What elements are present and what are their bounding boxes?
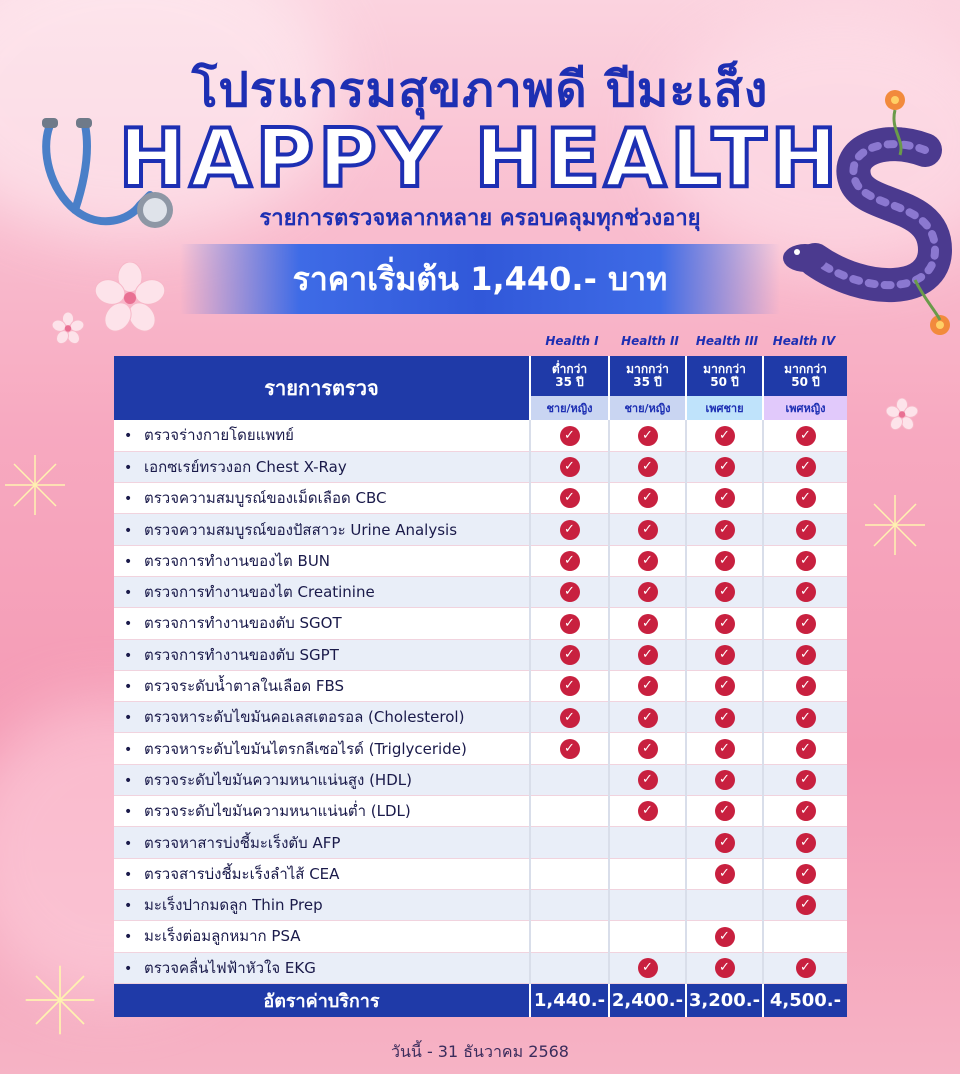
exam-item-label: มะเร็งต่อมลูกหมาก PSA [144,927,301,946]
exam-item-label: ตรวจสารบ่งชี้มะเร็งลำไส้ CEA [144,864,340,883]
check-cell [686,514,763,545]
check-icon: ✓ [638,958,658,978]
bullet-icon: • [124,428,133,445]
check-cell [609,451,686,482]
check-cell [686,827,763,858]
bullet-icon: • [124,960,133,977]
bullet-icon: • [124,647,133,664]
exam-item [114,670,530,701]
check-icon: ✓ [715,739,735,759]
check-cell [763,576,847,607]
exam-item-label: ตรวจระดับน้ำตาลในเลือด FBS [144,677,345,696]
check-cell [530,483,609,514]
package-name-1: Health I [545,334,599,348]
check-icon: ✓ [560,708,580,728]
table-row [114,670,847,701]
total-label: อัตราค่าบริการ [114,983,530,1017]
exam-item-label: ตรวจระดับไขมันความหนาแน่นต่ำ (LDL) [144,802,411,821]
cherry-blossom-icon [52,312,84,344]
check-icon: ✓ [560,488,580,508]
exam-item [114,451,530,482]
check-icon: ✓ [796,864,816,884]
check-cell [530,514,609,545]
check-cell [763,733,847,764]
check-cell [686,639,763,670]
check-cell [763,608,847,639]
check-icon: ✓ [638,520,658,540]
exam-item-label: ตรวจความสมบูรณ์ของปัสสาวะ Urine Analysis [144,520,458,539]
check-icon: ✓ [638,551,658,571]
exam-item-label: ตรวจร่างกายโดยแพทย์ [144,426,294,445]
check-cell [530,576,609,607]
exam-item [114,952,530,983]
price-banner [180,244,780,314]
package-name-3: Health III [695,334,759,348]
table-row [114,608,847,639]
title-english: HAPPY HEALTH [118,112,842,205]
table-row [114,451,847,482]
check-cell [686,670,763,701]
check-cell [530,889,609,920]
bullet-icon: • [124,866,133,883]
check-icon: ✓ [796,582,816,602]
check-icon: ✓ [715,864,735,884]
check-cell [686,764,763,795]
bullet-icon: • [124,898,133,915]
exam-item-label: ตรวจระดับไขมันความหนาแน่นสูง (HDL) [144,770,412,789]
exam-item-label: ตรวจความสมบูรณ์ของเม็ดเลือด CBC [144,489,387,508]
check-cell [763,702,847,733]
sparkle-icon [0,450,70,520]
check-cell [763,483,847,514]
exam-item [114,545,530,576]
check-cell [530,420,609,451]
check-icon: ✓ [796,614,816,634]
exam-item [114,733,530,764]
subtitle: รายการตรวจหลากหลาย ครอบคลุมทุกช่วงอายุ [259,206,701,231]
exam-item [114,420,530,451]
price-4: 4,500.- [763,983,847,1017]
check-icon: ✓ [796,645,816,665]
check-icon: ✓ [638,739,658,759]
check-cell [609,796,686,827]
check-cell [763,514,847,545]
check-icon: ✓ [715,426,735,446]
check-cell [530,827,609,858]
bullet-icon: • [124,772,133,789]
check-cell [686,608,763,639]
check-cell [686,483,763,514]
bullet-icon: • [124,741,133,758]
sex-label-3: เพศชาย [686,396,763,420]
exam-item-label: มะเร็งปากมดลูก Thin Prep [144,896,323,915]
check-icon: ✓ [715,614,735,634]
check-cell [530,858,609,889]
sex-label-2: ชาย/หญิง [609,396,686,420]
check-cell [763,764,847,795]
check-icon: ✓ [560,426,580,446]
check-cell [763,545,847,576]
check-cell [609,702,686,733]
check-cell [609,639,686,670]
exam-item [114,483,530,514]
check-cell [686,858,763,889]
cherry-blossom-icon [886,398,918,430]
package-name-4: Health IV [772,334,836,348]
exam-item-label: ตรวจหาระดับไขมันคอเลสเตอรอล (Cholesterol) [144,708,465,727]
check-cell [609,733,686,764]
check-icon: ✓ [715,645,735,665]
table-row [114,858,847,889]
check-icon: ✓ [638,645,658,665]
check-cell [530,545,609,576]
table-header-label: รายการตรวจ [114,356,530,420]
check-cell [763,952,847,983]
check-icon: ✓ [560,614,580,634]
check-cell [530,639,609,670]
check-cell [530,608,609,639]
check-cell [609,483,686,514]
exam-item [114,764,530,795]
check-cell [763,921,847,952]
check-cell [530,670,609,701]
check-cell [609,889,686,920]
check-icon: ✓ [715,958,735,978]
check-cell [763,796,847,827]
bullet-icon: • [124,929,133,946]
check-icon: ✓ [796,895,816,915]
check-cell [763,889,847,920]
exam-item [114,921,530,952]
age-range-4: มากกว่า 50 ปี [763,356,847,396]
exam-item-label: ตรวจหาสารบ่งชี้มะเร็งตับ AFP [144,833,341,852]
check-cell [609,921,686,952]
exam-item [114,827,530,858]
bullet-icon: • [124,835,133,852]
check-icon: ✓ [715,770,735,790]
check-icon: ✓ [638,708,658,728]
check-icon: ✓ [796,739,816,759]
bullet-icon: • [124,459,133,476]
bullet-icon: • [124,710,133,727]
checkup-table [114,356,847,1017]
check-cell [609,670,686,701]
check-cell [530,702,609,733]
exam-item-label: ตรวจการทำงานของไต BUN [144,551,331,570]
table-row [114,576,847,607]
check-cell [763,639,847,670]
package-name-2: Health II [621,334,679,348]
table-row [114,796,847,827]
exam-item-label: ตรวจการทำงานของตับ SGOT [144,614,342,633]
table-row [114,420,847,451]
bullet-icon: • [124,553,133,570]
table-row [114,764,847,795]
check-cell [530,921,609,952]
check-icon: ✓ [560,676,580,696]
check-icon: ✓ [560,645,580,665]
check-cell [763,420,847,451]
check-cell [686,921,763,952]
exam-item [114,858,530,889]
check-icon: ✓ [796,551,816,571]
sex-label-1: ชาย/หญิง [530,396,609,420]
check-icon: ✓ [638,676,658,696]
validity-date: วันนี้ - 31 ธันวาคม 2568 [391,1042,569,1061]
table-row [114,483,847,514]
age-range-1: ต่ำกว่า 35 ปี [530,356,609,396]
exam-item-label: ตรวจการทำงานของไต Creatinine [144,583,375,602]
sparkle-icon [860,490,930,560]
table-row [114,545,847,576]
check-icon: ✓ [638,770,658,790]
bullet-icon: • [124,679,133,696]
check-icon: ✓ [796,676,816,696]
check-cell [686,952,763,983]
check-cell [609,608,686,639]
check-icon: ✓ [715,457,735,477]
check-icon: ✓ [560,739,580,759]
table-row [114,889,847,920]
title-thai: โปรแกรมสุขภาพดี ปีมะเส็ง [191,62,769,118]
sparkle-icon [20,960,100,1040]
exam-item-label: ตรวจการทำงานของตับ SGPT [144,645,339,664]
price-1: 1,440.- [530,983,609,1017]
check-icon: ✓ [796,426,816,446]
check-icon: ✓ [638,457,658,477]
check-cell [686,576,763,607]
check-icon: ✓ [796,708,816,728]
check-icon: ✓ [715,520,735,540]
check-icon: ✓ [715,708,735,728]
check-icon: ✓ [796,801,816,821]
check-cell [686,796,763,827]
check-cell [609,576,686,607]
check-cell [763,858,847,889]
check-cell [686,420,763,451]
check-cell [609,514,686,545]
check-icon: ✓ [796,520,816,540]
check-cell [763,670,847,701]
check-icon: ✓ [638,801,658,821]
exam-item-label: เอกซเรย์ทรวงอก Chest X-Ray [144,457,347,476]
check-cell [609,858,686,889]
bullet-icon: • [124,491,133,508]
check-cell [686,451,763,482]
check-icon: ✓ [796,457,816,477]
table-row [114,921,847,952]
table-row [114,514,847,545]
price-banner-text: ราคาเริ่มต้น 1,440.- บาท [292,259,668,298]
table-row [114,702,847,733]
bullet-icon: • [124,804,133,821]
check-icon: ✓ [715,488,735,508]
check-cell [609,764,686,795]
exam-item [114,639,530,670]
check-cell [530,952,609,983]
age-range-2: มากกว่า 35 ปี [609,356,686,396]
bullet-icon: • [124,616,133,633]
check-icon: ✓ [560,582,580,602]
check-icon: ✓ [715,801,735,821]
price-3: 3,200.- [686,983,763,1017]
check-icon: ✓ [715,582,735,602]
table-row [114,733,847,764]
cherry-blossom-icon [95,262,165,332]
check-icon: ✓ [638,488,658,508]
check-cell [609,952,686,983]
exam-item [114,796,530,827]
age-range-3: มากกว่า 50 ปี [686,356,763,396]
check-cell [530,796,609,827]
exam-item-label: ตรวจคลื่นไฟฟ้าหัวใจ EKG [144,958,316,977]
table-row [114,639,847,670]
sex-label-4: เพศหญิง [763,396,847,420]
exam-item [114,576,530,607]
check-icon: ✓ [560,551,580,571]
exam-item [114,608,530,639]
bullet-icon: • [124,585,133,602]
check-cell [609,420,686,451]
check-icon: ✓ [796,770,816,790]
check-cell [609,545,686,576]
check-icon: ✓ [796,488,816,508]
check-cell [686,733,763,764]
exam-item-label: ตรวจหาระดับไขมันไตรกลีเซอไรด์ (Triglyceride) [144,739,467,758]
check-cell [609,827,686,858]
check-icon: ✓ [796,958,816,978]
check-cell [686,545,763,576]
check-cell [763,451,847,482]
check-cell [686,702,763,733]
check-icon: ✓ [715,833,735,853]
check-icon: ✓ [560,457,580,477]
check-icon: ✓ [560,520,580,540]
check-icon: ✓ [638,426,658,446]
check-cell [686,889,763,920]
table-row [114,827,847,858]
exam-item [114,889,530,920]
check-cell [530,451,609,482]
bullet-icon: • [124,522,133,539]
exam-item [114,702,530,733]
check-icon: ✓ [638,582,658,602]
price-2: 2,400.- [609,983,686,1017]
check-cell [530,733,609,764]
check-icon: ✓ [638,614,658,634]
check-cell [763,827,847,858]
check-icon: ✓ [715,676,735,696]
check-icon: ✓ [715,927,735,947]
table-row [114,952,847,983]
check-icon: ✓ [796,833,816,853]
check-icon: ✓ [715,551,735,571]
check-cell [530,764,609,795]
exam-item [114,514,530,545]
